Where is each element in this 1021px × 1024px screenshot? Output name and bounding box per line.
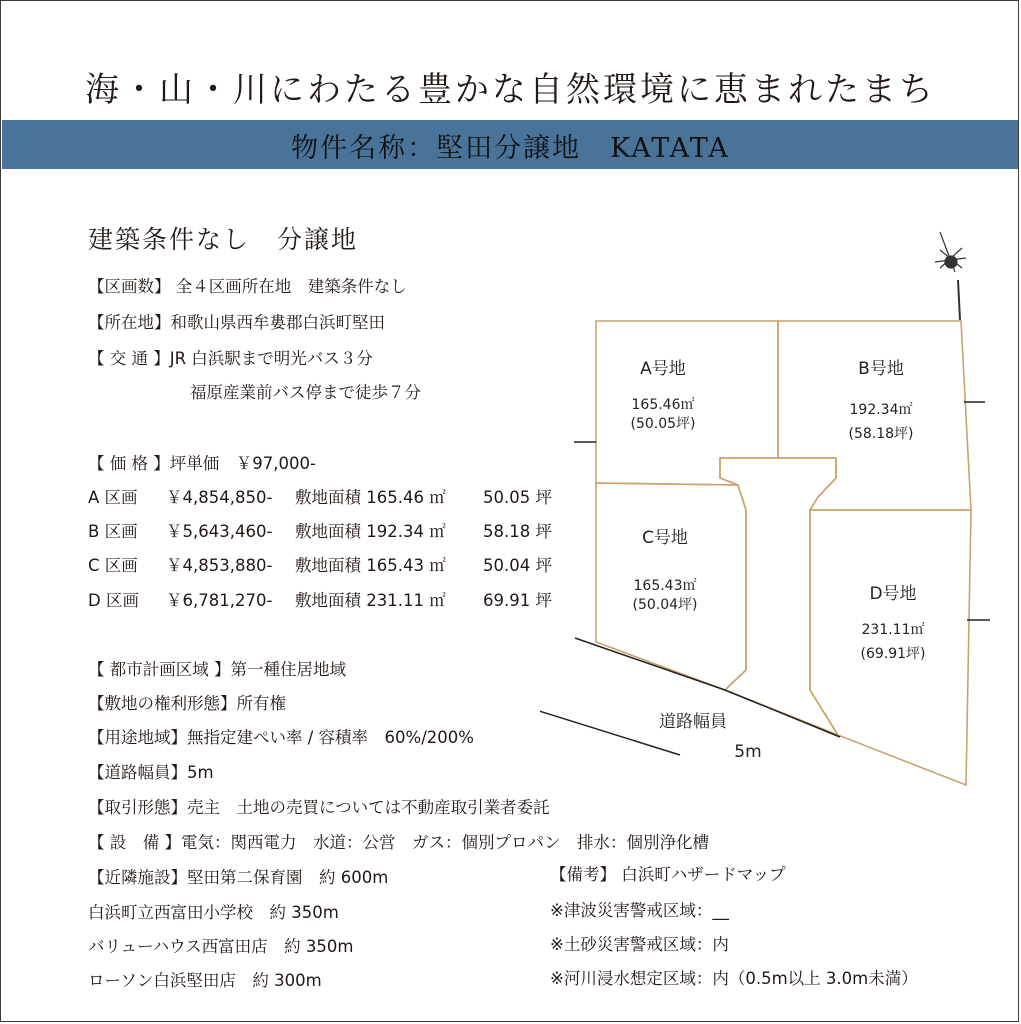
section-subtitle: 建築条件なし 分譲地: [88, 225, 359, 254]
price-lot: C 区画: [88, 556, 138, 575]
compass-icon: [935, 232, 966, 320]
lot-c-label: C号地: [642, 528, 688, 548]
lot-plan-map: [540, 220, 1010, 800]
lots-info: 【区画数】 全４区画所在地 建築条件なし: [88, 277, 407, 296]
zoning-info: 【 都市計画区域 】第一種住居地域: [88, 660, 346, 679]
nearby-item: 白浜町立西富田小学校 約 350m: [88, 903, 339, 922]
lot-b-tsubo: (58.18坪): [848, 426, 914, 442]
road-info: 【道路幅員】5m: [88, 763, 214, 782]
lot-a-tsubo: (50.05坪): [630, 416, 696, 432]
price-area: 敷地面積 165.43 ㎡: [295, 556, 446, 575]
lot-c-sqm: 165.43㎡: [633, 578, 697, 594]
price-tsubo: 50.04 坪: [483, 556, 552, 575]
lot-d-sqm: 231.11㎡: [861, 622, 925, 638]
access-road-outline: [720, 458, 838, 735]
page-headline: 海・山・川にわたる豊かな自然環境に恵まれたまち: [85, 70, 936, 110]
lot-a-label: A号地: [640, 359, 686, 379]
note-item: ※津波災害警戒区域：__: [550, 901, 729, 920]
facilities-info: 【 設 備 】電気：関西電力 水道：公営 ガス：個別プロパン 排水：個別浄化槽: [88, 833, 709, 852]
price-value: ￥4,854,850-: [166, 488, 273, 507]
property-name: 物件名称：堅田分譲地 KATATA: [291, 133, 730, 164]
note-item: ※河川浸水想定区域：内（0.5m以上 3.0m未満）: [550, 969, 918, 988]
price-value: ￥6,781,270-: [166, 591, 273, 610]
usage-info: 【用途地域】無指定建ぺい率 / 容積率 60%/200%: [88, 728, 474, 747]
transport-info: 【 交 通 】JR 白浜駅まで明光バス３分: [88, 349, 373, 368]
address-info: 【所在地】和歌山県西牟婁郡白浜町堅田: [88, 313, 385, 332]
nearby-item: ローソン白浜堅田店 約 300m: [88, 971, 322, 990]
price-lot: A 区画: [88, 488, 138, 507]
nearby-item: 【近隣施設】堅田第二保育園 約 600m: [88, 868, 389, 887]
lot-b-label: B号地: [858, 359, 904, 379]
road-edge-line: [725, 690, 840, 737]
price-header: 【 価 格 】坪単価 ￥97,000-: [88, 454, 316, 473]
notes-header: 【備考】 白浜町ハザードマップ: [550, 865, 786, 884]
lot-d-label: D号地: [869, 584, 917, 604]
nearby-item: バリューハウス西富田店 約 350m: [88, 937, 354, 956]
lot-b-sqm: 192.34㎡: [849, 402, 913, 418]
price-lot: D 区画: [88, 591, 139, 610]
road-width-label: 5m: [734, 742, 762, 762]
price-area: 敷地面積 192.34 ㎡: [295, 522, 446, 541]
price-value: ￥4,853,880-: [166, 556, 273, 575]
price-area: 敷地面積 165.46 ㎡: [295, 488, 446, 507]
price-lot: B 区画: [88, 522, 138, 541]
price-tsubo: 69.91 坪: [483, 591, 552, 610]
price-value: ￥5,643,460-: [166, 522, 273, 541]
price-tsubo: 58.18 坪: [483, 522, 552, 541]
note-item: ※土砂災害警戒区域：内: [550, 935, 729, 954]
price-area: 敷地面積 231.11 ㎡: [295, 591, 446, 610]
lot-c-tsubo: (50.04坪): [632, 597, 698, 613]
road-edge-line: [575, 638, 725, 690]
lot-a-sqm: 165.46㎡: [631, 397, 695, 413]
road-label: 道路幅員: [659, 712, 727, 732]
price-tsubo: 50.05 坪: [483, 488, 552, 507]
transport-info-2: 福原産業前バス停まで徒歩７分: [190, 383, 421, 402]
lot-d-tsubo: (69.91坪): [860, 646, 926, 662]
transaction-info: 【取引形態】売主 土地の売買については不動産取引業者委託: [88, 798, 550, 817]
rights-info: 【敷地の権利形態】所有権: [88, 694, 286, 713]
